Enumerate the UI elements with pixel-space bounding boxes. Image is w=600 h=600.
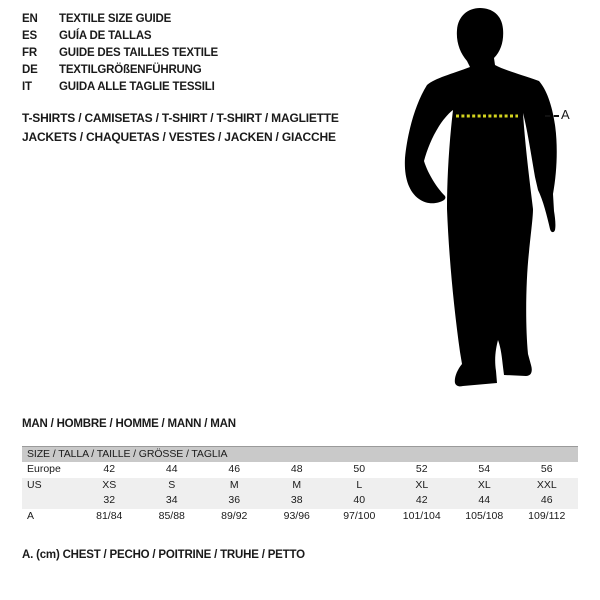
table-cell: 50 <box>353 463 366 475</box>
table-cell: 52 <box>415 463 428 475</box>
measure-label: A <box>561 107 570 122</box>
section-title: MAN / HOMBRE / HOMME / MANN / MAN <box>22 418 236 430</box>
row-label: US <box>27 478 42 491</box>
table-cell: L <box>356 478 363 491</box>
table-cell: S <box>168 478 176 491</box>
language-code: DE <box>22 64 38 76</box>
table-row <box>22 509 578 525</box>
table-cell: 89/92 <box>221 509 248 522</box>
table-cell: 105/108 <box>465 509 504 522</box>
table-cell: 101/104 <box>402 509 441 522</box>
row-label: A <box>27 509 35 522</box>
language-row <box>22 79 218 96</box>
table-cell: XXL <box>536 478 557 491</box>
language-code: ES <box>22 30 37 42</box>
table-cell: M <box>229 478 239 491</box>
size-guide-figure <box>398 4 600 389</box>
language-title: GUÍA DE TALLAS <box>59 30 152 42</box>
language-title: GUIDE DES TAILLES TEXTILE <box>59 47 218 59</box>
language-row <box>22 28 218 45</box>
language-code: EN <box>22 13 38 25</box>
language-title: TEXTILGRÖßENFÜHRUNG <box>59 64 202 76</box>
category-lines <box>22 109 339 147</box>
table-row <box>22 462 578 478</box>
language-title: GUIDA ALLE TAGLIE TESSILI <box>59 81 215 93</box>
table-header: SIZE / TALLA / TAILLE / GRÖSSE / TAGLIA <box>22 446 578 462</box>
language-row <box>22 11 218 28</box>
table-row <box>22 478 578 494</box>
table-cell: XL <box>477 478 491 491</box>
category-line-tshirts: T-SHIRTS / CAMISETAS / T-SHIRT / T-SHIRT / MAGLIETTE <box>22 111 339 125</box>
table-cell: XS <box>102 478 117 491</box>
table-cell: 44 <box>165 463 178 475</box>
language-row <box>22 45 218 62</box>
row-label <box>22 493 78 509</box>
measurement-footnote: A. (cm) CHEST / PECHO / POITRINE / TRUHE / PETTO <box>22 549 305 561</box>
table-row <box>22 493 578 509</box>
language-code: FR <box>22 47 37 59</box>
table-cell: 109/112 <box>528 509 566 522</box>
man-silhouette <box>398 4 568 389</box>
language-code: IT <box>22 81 32 93</box>
table-cell: 36 <box>228 494 241 506</box>
table-cell: 46 <box>540 494 553 506</box>
language-title: TEXTILE SIZE GUIDE <box>59 13 172 25</box>
table-cell: 44 <box>478 494 491 506</box>
table-cell: M <box>292 478 302 491</box>
table-cell: 40 <box>353 494 366 506</box>
table-cell: 42 <box>415 494 428 506</box>
man-silhouette-shape <box>405 8 557 386</box>
language-list <box>22 11 218 96</box>
category-line-jackets: JACKETS / CHAQUETAS / VESTES / JACKEN / GIACCHE <box>22 130 336 144</box>
table-cell: XL <box>415 478 429 491</box>
table-cell: 85/88 <box>158 509 185 522</box>
size-table-body <box>22 462 578 524</box>
row-label: Europe <box>27 463 61 475</box>
size-table <box>22 446 578 524</box>
table-cell: 48 <box>290 463 303 475</box>
table-cell: 38 <box>290 494 303 506</box>
table-cell: 46 <box>228 463 241 475</box>
measure-callout-dashes <box>545 115 559 117</box>
table-cell: 32 <box>103 494 116 506</box>
table-cell: 93/96 <box>283 509 310 522</box>
table-cell: 97/100 <box>343 509 376 522</box>
table-cell: 34 <box>165 494 178 506</box>
language-row <box>22 62 218 79</box>
table-cell: 54 <box>478 463 491 475</box>
table-cell: 81/84 <box>96 509 123 522</box>
table-cell: 56 <box>540 463 553 475</box>
table-cell: 42 <box>103 463 116 475</box>
